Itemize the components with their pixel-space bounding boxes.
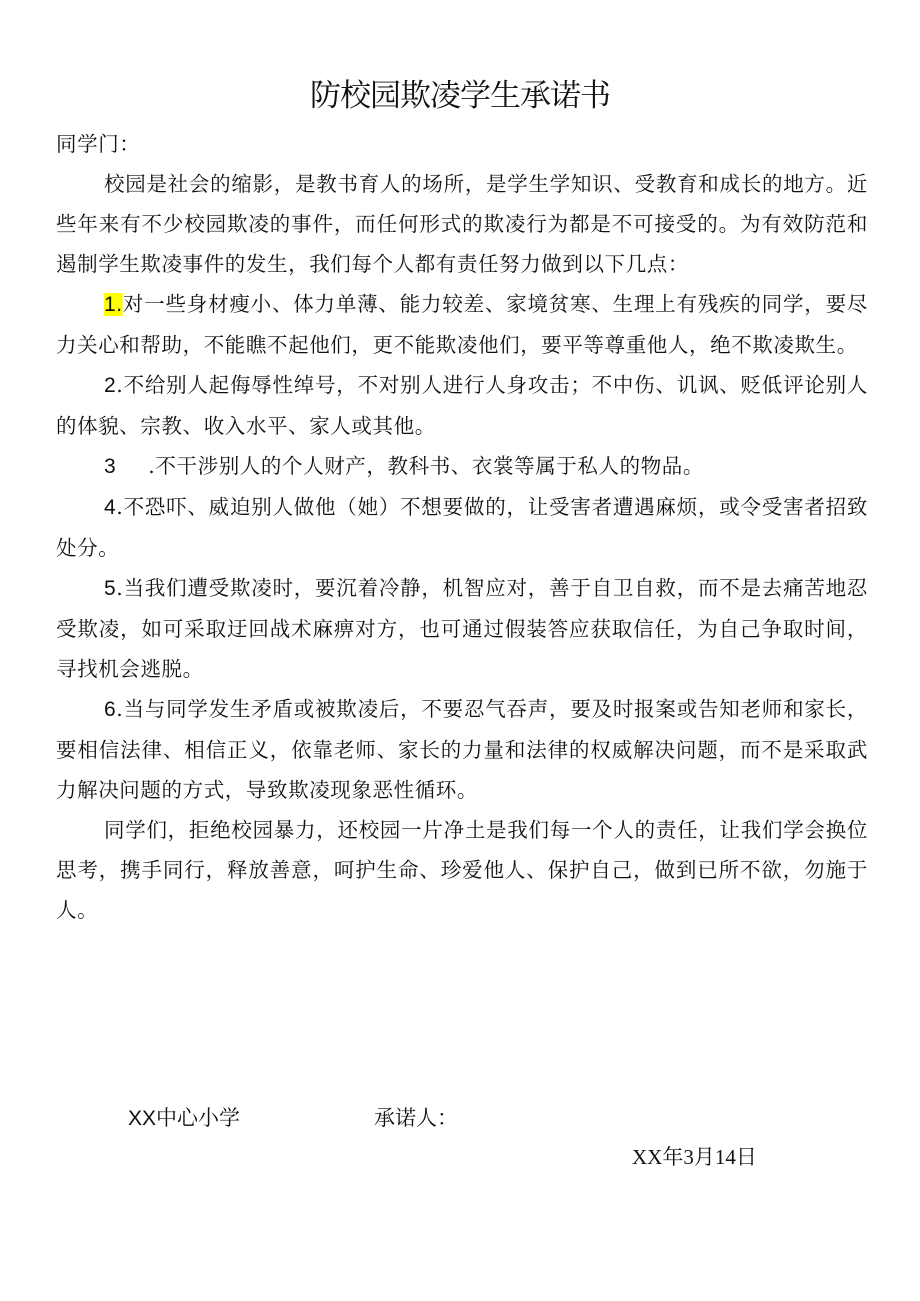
document-title: 防校园欺凌学生承诺书: [310, 78, 610, 114]
list-item-3: [56, 446, 868, 487]
list-item-2: [56, 365, 868, 446]
list-item-1: [56, 284, 868, 365]
list-item-5: [56, 568, 868, 689]
signature-person-label: 承诺人：: [374, 1107, 458, 1130]
item-text: .当与同学发生矛盾或被欺凌后，不要忍气吞声，要及时报案或告知老师和家长，要相信法律、相信正义，依靠老师、家长的力量和法律的权威解决问题，而不是采取武力解决问题的方式，导致欺凌现象恶性循环。: [56, 697, 868, 802]
document-body: [56, 124, 868, 930]
item-text: .不干涉别人的个人财产，教科书、衣裳等属于私人的物品。: [148, 454, 704, 478]
item-number: 6: [104, 698, 117, 721]
signature-date: XX年3月14日: [632, 1145, 757, 1169]
item-number: 5: [104, 577, 117, 600]
list-item-6: [56, 689, 868, 810]
closing-paragraph: 同学们，拒绝校园暴力，还校园一片净土是我们每一个人的责任，让我们学会换位思考，携手同行，释放善意，呵护生命、珍爱他人、保护自己，做到已所不欲，勿施于人。: [56, 818, 868, 922]
item-text: .不给别人起侮辱性绰号，不对别人进行人身攻击；不中伤、讥讽、贬低评论别人的体貌、宗教、收入水平、家人或其他。: [56, 373, 868, 438]
signature-school: XX中心小学: [128, 1107, 241, 1130]
item-text: 对一些身材瘦小、体力单薄、能力较差、家境贫寒、生理上有残疾的同学，要尽力关心和帮助，不能瞧不起他们，更不能欺凌他们，要平等尊重他人，绝不欺凌欺生。: [56, 292, 868, 357]
item-number: 4: [104, 496, 117, 519]
intro-paragraph: 校园是社会的缩影，是教书育人的场所，是学生学知识、受教育和成长的地方。近些年来有不少校园欺凌的事件，而任何形式的欺凌行为都是不可接受的。为有效防范和遏制学生欺凌事件的发生，我们每个人都有责任努力做到以下几点：: [56, 172, 868, 276]
item-text: .不恐吓、威迫别人做他（她）不想要做的，让受害者遭遇麻烦，或令受害者招致处分。: [56, 495, 868, 560]
item-number: 3: [104, 455, 117, 478]
item-number: 2: [104, 374, 117, 397]
list-item-4: [56, 487, 868, 568]
item-number-highlighted: 1.: [104, 293, 123, 316]
salutation: 同学门：: [56, 132, 141, 156]
item-text: .当我们遭受欺凌时，要沉着冷静，机智应对，善于自卫自救，而不是去痛苦地忍受欺凌，如可采取迂回战术麻痹对方，也可通过假装答应获取信任，为自己争取时间，寻找机会逃脱。: [56, 576, 868, 681]
